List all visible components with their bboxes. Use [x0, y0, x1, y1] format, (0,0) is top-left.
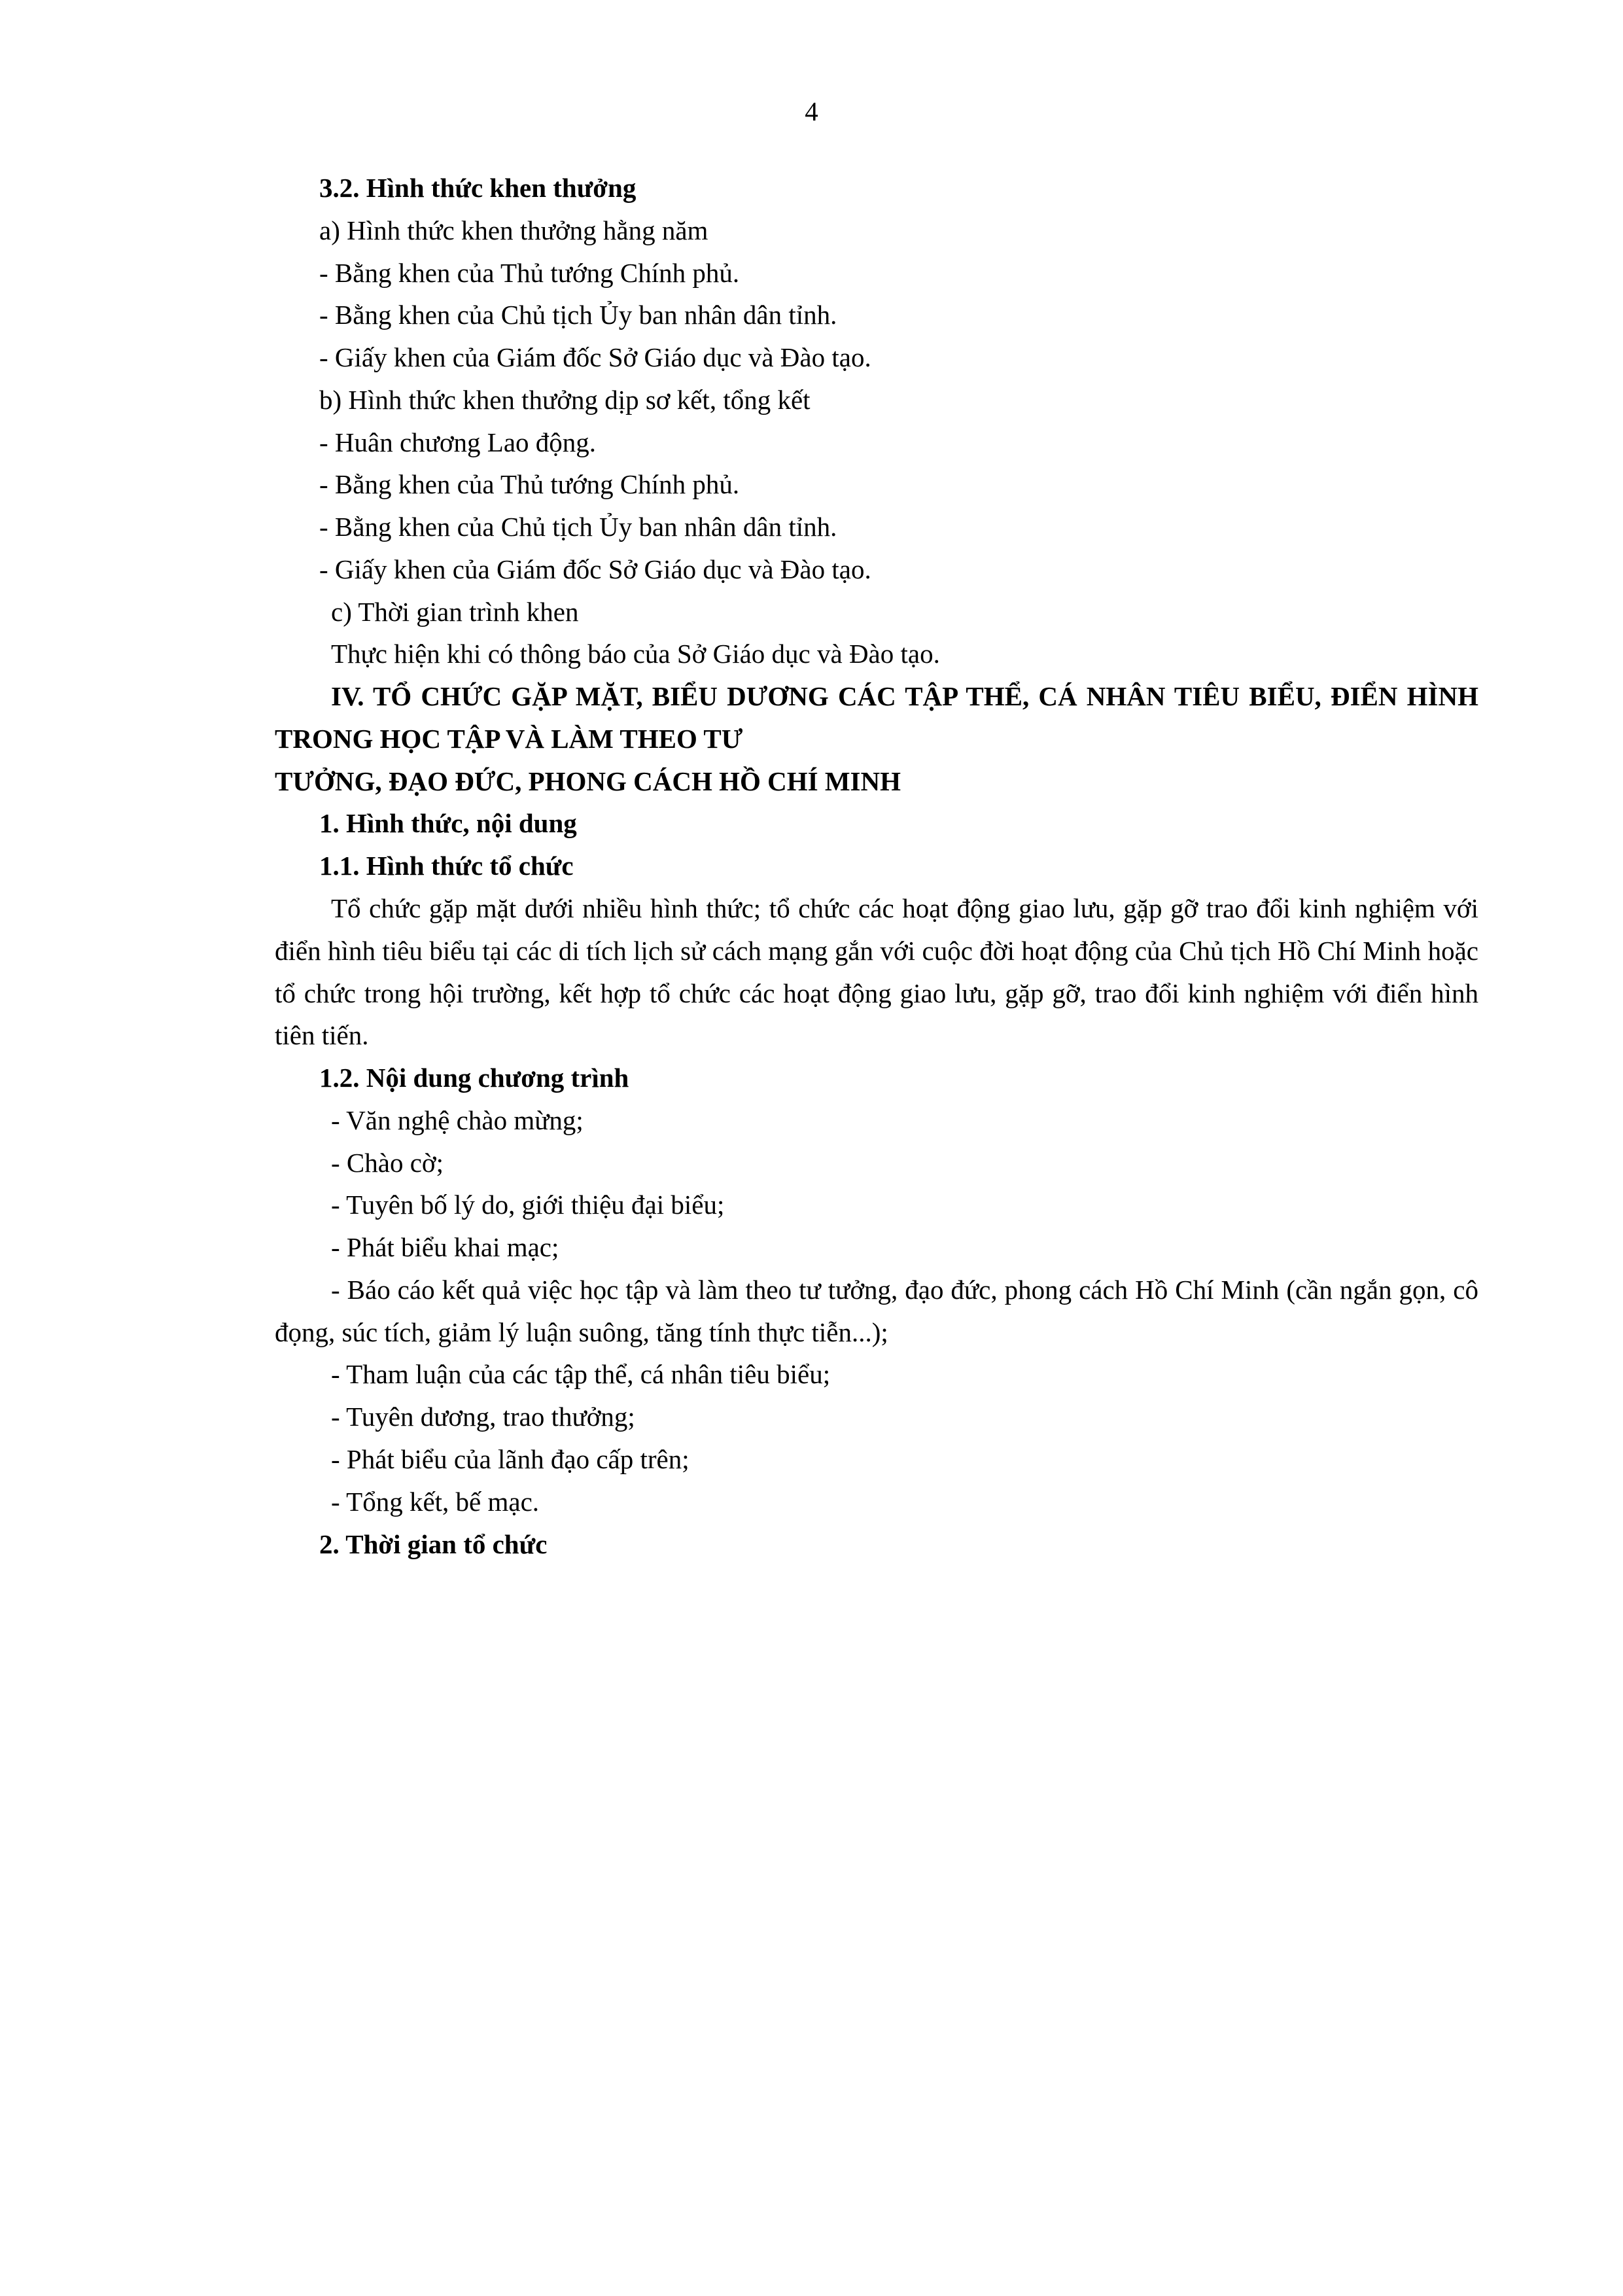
list-item-b4: - Giấy khen của Giám đốc Sở Giáo dục và Đào tạo.: [319, 554, 871, 584]
list-item-b2: - Bằng khen của Thủ tướng Chính phủ.: [319, 469, 740, 500]
paragraph-1-1: Tổ chức gặp mặt dưới nhiều hình thức; tổ chức các hoạt động giao lưu, gặp gỡ trao đổi kinh nghiệm với điển hình tiêu biểu tại các di tích lịch sử cách mạng gắn với cuộc đời hoạt động của Chủ tịch Hồ Chí Minh hoặc tổ chức trong hội trường, kết hợp tổ chức các hoạt động giao lưu, gặp gỡ, trao đổi kinh nghiệm với điển hình tiên tiến.: [275, 893, 1478, 1051]
list-item-1-2-e: - Báo cáo kết quả việc học tập và làm theo tư tưởng, đạo đức, phong cách Hồ Chí Minh (cần ngắn gọn, cô đọng, súc tích, giảm lý luận suông, tăng tính thực tiễn...);: [275, 1274, 1478, 1347]
list-item-a3: - Giấy khen của Giám đốc Sở Giáo dục và Đào tạo.: [319, 342, 871, 373]
list-item-1-2-b: - Chào cờ;: [331, 1147, 444, 1178]
heading-section-iv-line1: IV. TỔ CHỨC GẶP MẶT, BIỂU DƯƠNG CÁC TẬP THỂ, CÁ NHÂN TIÊU BIỂU, ĐIỂN HÌNH TRONG HỌC TẬP VÀ LÀM THEO TƯ: [275, 681, 1478, 754]
heading-1-2: 1.2. Nội dung chương trình: [319, 1063, 629, 1093]
page-number: 4: [805, 96, 818, 126]
list-item-1-2-d: - Phát biểu khai mạc;: [331, 1232, 559, 1263]
heading-1: 1. Hình thức, nội dung: [319, 808, 577, 839]
heading-1-1: 1.1. Hình thức tổ chức: [319, 851, 574, 881]
paragraph-a: a) Hình thức khen thưởng hằng năm: [319, 215, 708, 245]
list-item-1-2-a: - Văn nghệ chào mừng;: [331, 1104, 584, 1135]
list-item-b1: - Huân chương Lao động.: [319, 427, 597, 457]
paragraph-c: c) Thời gian trình khen: [331, 596, 579, 627]
heading-2: 2. Thời gian tổ chức: [319, 1528, 548, 1559]
list-item-a2: - Bằng khen của Chủ tịch Ủy ban nhân dân tỉnh.: [319, 300, 837, 330]
list-item-1-2-c: - Tuyên bố lý do, giới thiệu đại biểu;: [331, 1190, 725, 1220]
paragraph-b: b) Hình thức khen thưởng dịp sơ kết, tổng kết: [319, 384, 811, 415]
list-item-b3: - Bằng khen của Chủ tịch Ủy ban nhân dân tỉnh.: [319, 512, 837, 542]
paragraph-c-detail: Thực hiện khi có thông báo của Sở Giáo dục và Đào tạo.: [331, 639, 940, 669]
heading-3-2: 3.2. Hình thức khen thưởng: [319, 173, 637, 203]
list-item-a1: - Bằng khen của Thủ tướng Chính phủ.: [319, 257, 740, 288]
list-item-1-2-f: - Tham luận của các tập thể, cá nhân tiêu biểu;: [331, 1359, 831, 1390]
list-item-1-2-g: - Tuyên dương, trao thưởng;: [331, 1402, 635, 1432]
heading-section-iv: [275, 675, 1478, 802]
heading-section-iv-line2: TƯỞNG, ĐẠO ĐỨC, PHONG CÁCH HỒ CHÍ MINH: [275, 766, 901, 796]
document-body: [275, 167, 1478, 1565]
list-item-1-2-h: - Phát biểu của lãnh đạo cấp trên;: [331, 1443, 689, 1474]
list-item-1-2-i: - Tổng kết, bế mạc.: [331, 1486, 540, 1517]
